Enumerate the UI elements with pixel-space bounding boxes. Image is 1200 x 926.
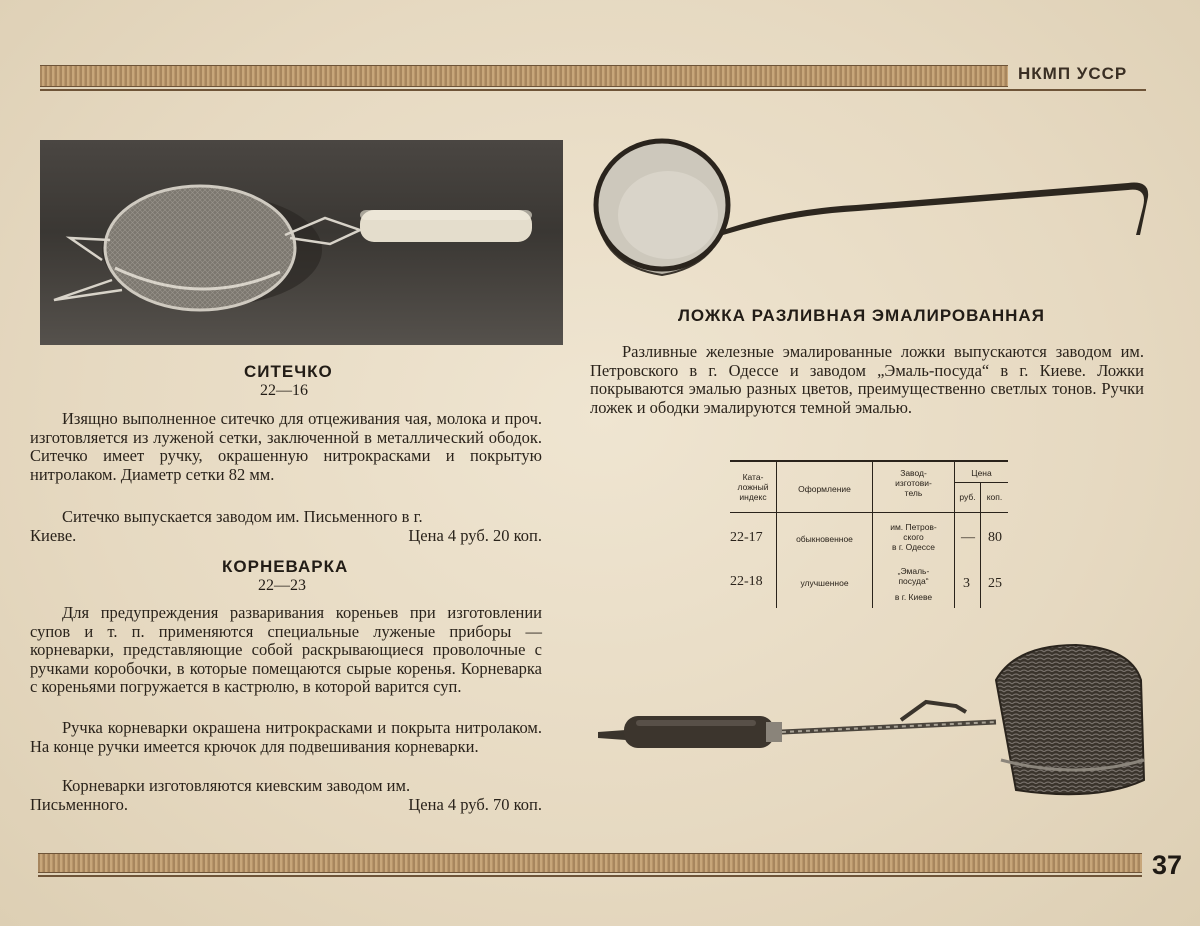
- spec-table: [730, 460, 1008, 610]
- spec-row2-rub: 3: [963, 576, 970, 591]
- spec-row2-design: улучшенное: [800, 578, 849, 588]
- footer-rule: [38, 875, 1142, 877]
- ladle-title: ЛОЖКА РАЗЛИВНАЯ ЭМАЛИРОВАННАЯ: [678, 306, 1045, 325]
- root-cooker-code: 22—23: [258, 577, 306, 594]
- root-cooker-price: Цена 4 руб. 70 коп.: [408, 795, 542, 814]
- header-rule: [40, 89, 1146, 91]
- footer-ornament-band: [38, 853, 1142, 873]
- page-number: 37: [1152, 850, 1183, 880]
- spec-row1-maker: им. Петров- ского в г. Одессе: [890, 522, 937, 552]
- spec-header-rub: руб.: [959, 492, 976, 502]
- spec-header-price: Цена: [971, 468, 992, 478]
- spec-row1-rub: —: [961, 530, 975, 545]
- sieve-title: СИТЕЧКО: [244, 362, 333, 381]
- root-cooker-maker-name: Письменного.: [30, 795, 129, 814]
- spec-row2-kop: 25: [988, 576, 1002, 591]
- ladle-illustration: [588, 135, 1158, 285]
- root-cooker-illustration: [596, 640, 1151, 810]
- spec-row1-kop: 80: [988, 530, 1002, 545]
- spec-row2-index: 22-18: [730, 574, 763, 589]
- spec-row2-maker: „Эмаль- посуда“ в г. Киеве: [894, 566, 933, 602]
- sieve-photo: [40, 140, 563, 345]
- root-cooker-handle-paragraph: Ручка корневарки окрашена нитрокрасками и покрыта нитролаком. На конце ручки имеется крючок для подвешивания корневарки.: [30, 718, 542, 756]
- root-cooker-maker-paragraph: Корневарки изготовляются киевским заводом им.: [62, 776, 411, 795]
- root-cooker-paragraph: Для предупреждения разваривания кореньев при изготовлении супов и т. п. применяются специальные луженые приборы — корневарки, представляющие собой раскрывающиеся проволочные с ручками коробочки, в которые помещаются сырые коренья. Корневарка с кореньями погружается в кастрюлю, в которой варится суп.: [30, 603, 542, 697]
- sieve-paragraph: Изящно выполненное ситечко для отцеживания чая, молока и проч. изготовляется из луженой сетки, заключенной в металлический ободок. Ситечко имеет ручку, окрашенную нитрокрасками и покрытую нитролаком. Диаметр сетки 82 мм.: [30, 409, 542, 484]
- spec-header-maker: Завод- изготови- тель: [895, 468, 932, 498]
- header-organization: НКМП УССР: [1018, 64, 1128, 83]
- header-ornament-band: [40, 65, 1008, 87]
- spec-row1-design: обыкновенное: [796, 534, 853, 544]
- sieve-maker-city: Киеве.: [30, 526, 77, 545]
- spec-header-index: Ката- ложный индекс: [737, 472, 769, 502]
- sieve-maker-paragraph: Ситечко выпускается заводом им. Письменного в г.: [62, 507, 423, 526]
- spec-row1-index: 22-17: [730, 530, 763, 545]
- root-cooker-title: КОРНЕВАРКА: [222, 557, 349, 576]
- spec-header-design: Оформление: [798, 484, 851, 494]
- spec-header-kop: коп.: [986, 492, 1003, 502]
- sieve-code: 22—16: [260, 382, 308, 399]
- sieve-price: Цена 4 руб. 20 коп.: [408, 526, 542, 545]
- ladle-paragraph: Разливные железные эмалированные ложки выпускаются заводом им. Петровского в г. Одессе и заводом „Эмаль-посуда“ в г. Киеве. Ложки покрываются эмалью разных цветов, преимущественно светлых тонов. Ручки ложек и ободки эмалируются темной эмалью.: [590, 342, 1144, 417]
